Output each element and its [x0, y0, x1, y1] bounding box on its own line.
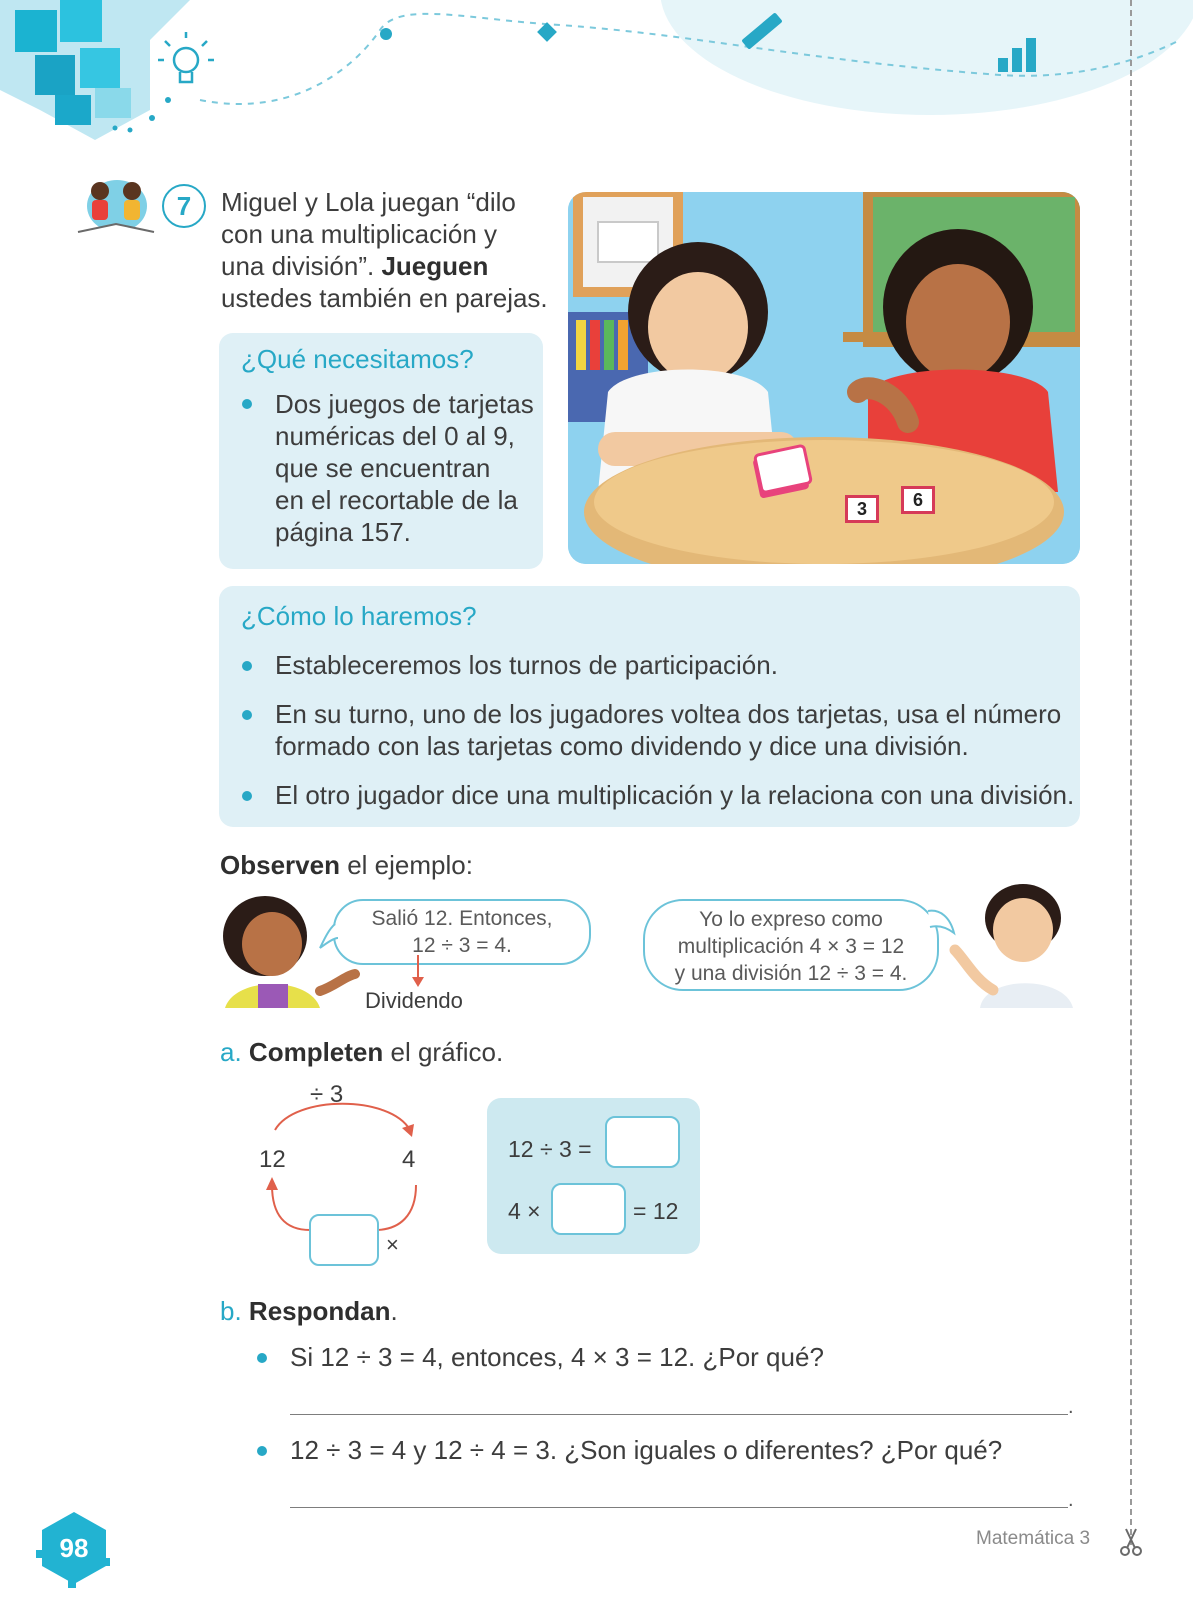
lightbulb-icon	[158, 32, 214, 82]
exercise-number-badge: 7	[162, 184, 206, 228]
how-panel	[219, 586, 1080, 827]
bubble-line: multiplicación 4 × 3 = 12	[677, 935, 905, 958]
card: 6	[901, 486, 935, 514]
equation-division: 12 ÷ 3 =	[508, 1136, 592, 1162]
scissors-icon	[1118, 1527, 1144, 1557]
bubble-line: Yo lo expreso como	[699, 908, 883, 931]
dividend-arrow	[410, 955, 426, 989]
page-number: 98	[59, 1533, 89, 1563]
bullet	[242, 399, 252, 409]
bullet	[242, 710, 252, 720]
dividend-label: Dividendo	[365, 988, 463, 1013]
question-2: 12 ÷ 3 = 4 y 12 ÷ 4 = 3. ¿Son iguales o diferentes? ¿Por qué?	[290, 1435, 1003, 1465]
equation-multiplication-left: 4 ×	[508, 1198, 541, 1224]
needs-text	[275, 388, 537, 548]
cubes-icon	[0, 0, 190, 140]
intro-line: con una multiplicación y	[221, 219, 498, 249]
cycle-bottom-operation: ×	[386, 1232, 399, 1257]
children-reading-icon	[76, 176, 158, 238]
part-b-rest: .	[390, 1296, 398, 1326]
needs-title: ¿Qué necesitamos?	[241, 344, 474, 374]
intro-line: una división”. Jueguen	[221, 251, 489, 281]
part-a-bold: Completen	[248, 1037, 384, 1067]
example-heading	[220, 849, 473, 881]
bubble-line: 12 ÷ 3 = 4.	[412, 934, 512, 957]
factor-input-box[interactable]	[551, 1183, 626, 1235]
how-line: El otro jugador dice una multiplicación y la relaciona con una división.	[275, 780, 1075, 810]
book-title: Matemática 3	[976, 1528, 1091, 1549]
bullet	[242, 791, 252, 801]
bubble-line: Salió 12. Entonces,	[371, 907, 553, 930]
needs-panel	[219, 333, 543, 569]
card-game-illustration	[568, 192, 1080, 564]
part-b-bold: Respondan	[248, 1296, 391, 1326]
answer-line-1[interactable]	[290, 1414, 1068, 1415]
answer-line-end: .	[1068, 1489, 1074, 1511]
part-b-letter: b.	[220, 1296, 242, 1326]
how-title: ¿Cómo lo haremos?	[241, 601, 477, 631]
bubble-line: y una división 12 ÷ 3 = 4.	[674, 962, 908, 985]
card: 3	[845, 495, 879, 523]
cycle-right-number: 4	[402, 1146, 416, 1173]
how-item	[275, 698, 1075, 762]
cycle-answer-box[interactable]	[309, 1214, 379, 1266]
answer-line-end: .	[1068, 1396, 1074, 1418]
needs-line: numéricas del 0 al 9,	[275, 421, 515, 451]
intro-line: Miguel y Lola juegan “dilo	[221, 187, 516, 217]
needs-line: en el recortable de la	[275, 485, 518, 515]
example-heading-rest: el ejemplo:	[347, 850, 473, 880]
needs-line: que se encuentran	[275, 453, 491, 483]
speech-bubble-right-text	[643, 906, 939, 987]
answer-line-2[interactable]	[290, 1507, 1068, 1508]
needs-line: página 157.	[275, 517, 411, 547]
example-heading-bold: Observen	[220, 850, 340, 880]
part-a-rest: el gráfico.	[390, 1037, 504, 1067]
cycle-left-number: 12	[259, 1146, 286, 1173]
part-b-heading	[220, 1295, 398, 1327]
header-decoration	[0, 0, 1193, 150]
equation-multiplication-right: = 12	[633, 1198, 679, 1224]
question-1: Si 12 ÷ 3 = 4, entonces, 4 × 3 = 12. ¿Por qué?	[290, 1342, 824, 1372]
boy-illustration	[945, 880, 1080, 1008]
part-a-letter: a.	[220, 1037, 242, 1067]
classroom-scene	[568, 192, 1080, 564]
speech-bubble-left-text	[333, 905, 591, 959]
cut-line	[1130, 0, 1132, 1545]
how-line: formado con las tarjetas como dividendo y dice una división.	[275, 731, 969, 761]
bullet	[242, 661, 252, 671]
how-line: Estableceremos los turnos de participación.	[275, 650, 778, 680]
exercise-intro	[221, 186, 551, 314]
needs-line: Dos juegos de tarjetas	[275, 389, 534, 419]
part-a-heading	[220, 1036, 503, 1068]
intro-line: ustedes también en parejas.	[221, 283, 548, 313]
cycle-top-operation: ÷ 3	[310, 1081, 344, 1108]
quotient-input-box[interactable]	[605, 1116, 680, 1168]
how-item	[275, 649, 1065, 681]
bullet	[257, 1446, 267, 1456]
bullet	[257, 1353, 267, 1363]
how-item	[275, 779, 1075, 811]
how-line: En su turno, uno de los jugadores voltea dos tarjetas, usa el número	[275, 699, 1062, 729]
intro-bold: Jueguen	[381, 251, 489, 281]
